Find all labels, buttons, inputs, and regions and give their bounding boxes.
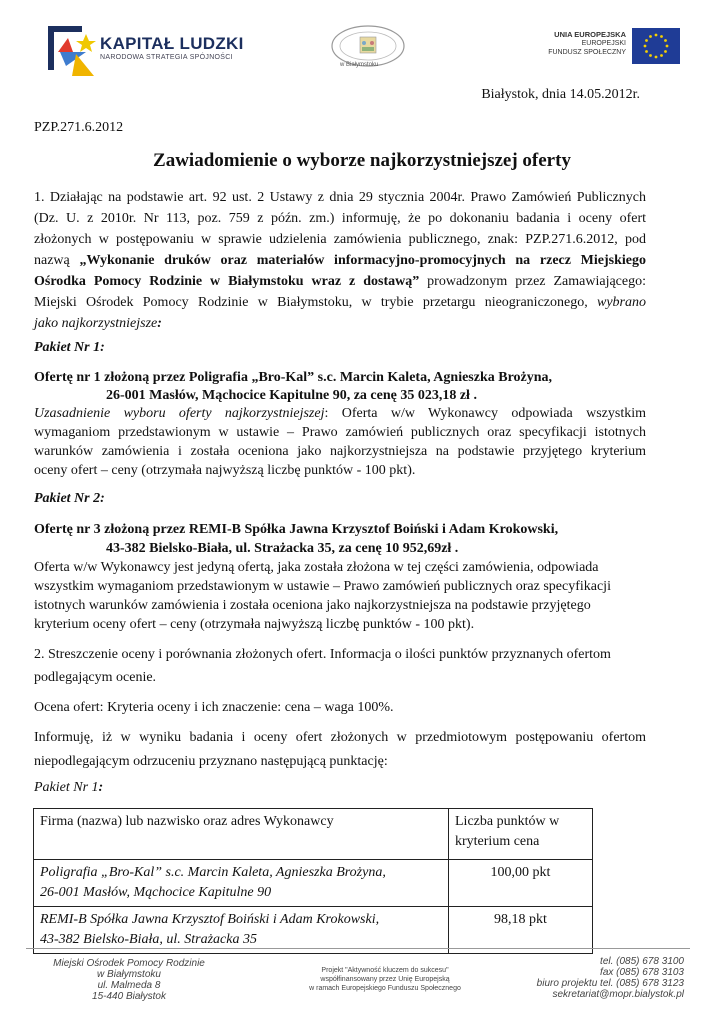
footer-address bbox=[46, 958, 212, 1002]
pakiet-2-justification bbox=[34, 558, 638, 634]
footer-address-line: w Białymstoku bbox=[97, 969, 161, 980]
mopr-city-label: w Białymstoku bbox=[340, 62, 379, 68]
kapital-ludzki-title: KAPITAŁ LUDZKI bbox=[100, 34, 244, 53]
intro-line-text: nazwą bbox=[34, 253, 80, 268]
ue-line2: EUROPEJSKI bbox=[581, 40, 626, 47]
footer-contact bbox=[500, 956, 684, 1000]
intro-italic-text: wybrano bbox=[597, 295, 646, 310]
footer-project-line: Projekt "Aktywność kluczem do sukcesu" bbox=[321, 967, 449, 974]
subject-title-part2: Ośrodka Pomocy Rodzinie w Białymstoku wraz z dostawą” bbox=[34, 274, 420, 289]
intro-line bbox=[34, 271, 646, 292]
intro-line bbox=[34, 292, 646, 313]
pakiet-2-label: Pakiet Nr 2: bbox=[34, 491, 105, 506]
intro-paragraph bbox=[34, 187, 646, 334]
footer-project-line: w ramach Europejskiego Funduszu Społecznego bbox=[309, 985, 461, 992]
firm-cell bbox=[34, 860, 449, 907]
section-2-summary bbox=[34, 643, 646, 689]
ue-line3: FUNDUSZ SPOŁECZNY bbox=[548, 49, 626, 56]
ue-text bbox=[520, 30, 626, 57]
intro-line-text: Miejski Ośrodek Pomocy Rodzinie w Białymstoku, w trybie przetargu nieograniczonego, bbox=[34, 295, 597, 310]
header-points-line2: kryterium cena bbox=[455, 834, 540, 849]
footer-project bbox=[290, 966, 480, 993]
footer-address-line: ul. Malmeda 8 bbox=[97, 980, 161, 991]
justification-line: oceny ofert – ceny (otrzymała najwyższą liczbę punktów - 100 pkt). bbox=[34, 463, 416, 478]
section-2-pakiet-label bbox=[34, 777, 646, 798]
table-row bbox=[34, 907, 593, 954]
kapital-ludzki-subtitle: NARODOWA STRATEGIA SPÓJNOŚCI bbox=[100, 54, 233, 61]
firm-line2: 43-382 Bielsko-Biała, ul. Strażacka 35 bbox=[40, 932, 257, 947]
reference-number: PZP.271.6.2012 bbox=[34, 120, 124, 135]
intro-line bbox=[34, 250, 646, 271]
footer-divider bbox=[26, 948, 690, 949]
firm-line1: REMI-B Spółka Jawna Krzysztof Boiński i Adam Krokowski, bbox=[40, 912, 380, 927]
footer-email[interactable]: sekretariat@mopr.bialystok.pl bbox=[552, 989, 684, 1000]
summary-line: 2. Streszczenie oceny i porównania złożonych ofert. Informacja o ilości punktów przyznanych ofertom bbox=[34, 647, 611, 662]
intro-line: 1. Działając na podstawie art. 92 ust. 2 Ustawy z dnia 29 stycznia 2004r. Prawo Zamówień Publicznych bbox=[34, 190, 646, 205]
document-date: Białystok, dnia 14.05.2012r. bbox=[481, 87, 640, 102]
justification-line: Oferta w/w Wykonawcy jest jedyną ofertą, jaka została złożona w tej części zamówienia, odpowiada bbox=[34, 560, 599, 575]
justification-line: warunków zamówienia i została oceniona jako najkorzystniejsza na podstawie przyjętego kryterium bbox=[34, 444, 646, 459]
inform-line: niepodlegającym odrzuceniu przyznano następującą punktację: bbox=[34, 754, 388, 769]
subject-title-part1: „Wykonanie druków oraz materiałów informacyjno-promocyjnych na rzecz Miejskiego bbox=[79, 253, 646, 268]
table-header-row bbox=[34, 809, 593, 860]
firm-line1: Poligrafia „Bro-Kal” s.c. Marcin Kaleta, Agnieszka Brożyna, bbox=[40, 865, 386, 880]
footer-phone: tel. (085) 678 3100 bbox=[600, 956, 684, 967]
footer-project-phone: biuro projektu tel. (085) 678 3123 bbox=[536, 978, 684, 989]
justification-label: Uzasadnienie wyboru oferty najkorzystniejszej bbox=[34, 406, 325, 421]
footer-project-line: współfinansowany przez Unię Europejską bbox=[320, 976, 450, 983]
firm-cell bbox=[34, 907, 449, 954]
footer-address-line: 15-440 Białystok bbox=[92, 991, 166, 1002]
summary-line: podlegającym ocenie. bbox=[34, 670, 157, 685]
header-firm: Firma (nazwa) lub nazwisko oraz adres Wykonawcy bbox=[40, 814, 334, 829]
intro-colon: : bbox=[157, 316, 162, 331]
ue-title: UNIA EUROPEJSKA bbox=[554, 30, 626, 39]
footer-address-line: Miejski Ośrodek Pomocy Rodzinie bbox=[53, 958, 205, 969]
footer-fax: fax (085) 678 3103 bbox=[600, 967, 684, 978]
justification-line: wymaganiom przedstawionym w ustawie – Prawo zamówień publicznych oraz specyfikacji istotnych bbox=[34, 425, 646, 440]
pakiet-1-label: Pakiet Nr 1: bbox=[34, 340, 105, 355]
inform-paragraph bbox=[34, 726, 646, 774]
table-row bbox=[34, 860, 593, 907]
pakiet-1-justification bbox=[34, 404, 646, 480]
header-points-cell bbox=[449, 809, 593, 860]
eu-flag-icon bbox=[632, 28, 680, 64]
scores-table bbox=[33, 808, 593, 954]
pakiet-1-offer-line2: 26-001 Masłów, Mąchocice Kapitulne 90, za cenę 35 023,18 zł . bbox=[106, 388, 477, 403]
kapital-ludzki-emblem-icon bbox=[42, 18, 100, 78]
pakiet-2-offer-line2: 43-382 Bielsko-Biała, ul. Strażacka 35, za cenę 10 952,69zł . bbox=[106, 541, 459, 556]
intro-italic-text: jako najkorzystniejsze bbox=[34, 316, 158, 331]
firm-line2: 26-001 Masłów, Mąchocice Kapitulne 90 bbox=[40, 885, 272, 900]
points-cell: 100,00 pkt bbox=[449, 860, 593, 907]
intro-line: złożonych w postępowaniu w sprawie udzielenia zamówienia publicznego, znak: PZP.271.6.2012, pod bbox=[34, 232, 646, 247]
justification-line: wszystkim wymaganiom przedstawionym w ustawie – Prawo zamówień publicznych oraz specyfikacji bbox=[34, 579, 611, 594]
points-cell: 98,18 pkt bbox=[449, 907, 593, 954]
pakiet-label-colon: : bbox=[98, 780, 104, 795]
pakiet-2-offer-line1: Ofertę nr 3 złożoną przez REMI-B Spółka Jawna Krzysztof Boiński i Adam Krokowski, bbox=[34, 522, 559, 537]
document-title: Zawiadomienie o wyborze najkorzystniejszej oferty bbox=[153, 150, 571, 171]
intro-line bbox=[34, 313, 646, 334]
intro-line: (Dz. U. z 2010r. Nr 113, poz. 759 z późn. zm.) informuję, że po dokonaniu badania i oceny ofert bbox=[34, 211, 646, 226]
intro-line-text: prowadzonym przez Zamawiającego: bbox=[419, 274, 646, 289]
header-firm-cell bbox=[34, 809, 449, 860]
criteria-text: Ocena ofert: Kryteria oceny i ich znaczenie: cena – waga 100%. bbox=[34, 700, 394, 715]
justification-line bbox=[34, 404, 646, 423]
justification-text: : Oferta w/w Wykonawcy odpowiada wszystkim bbox=[324, 406, 646, 421]
justification-line: kryterium oceny ofert – ceny (otrzymała najwyższą liczbę punktów - 100 pkt). bbox=[34, 617, 475, 632]
pakiet-label-text: Pakiet Nr 1 bbox=[34, 780, 99, 795]
justification-line: istotnych warunków zamówienia i została oceniona jako najkorzystniejsza na podstawie przyjętego bbox=[34, 598, 591, 613]
pakiet-1-offer-line1: Ofertę nr 1 złożoną przez Poligrafia „Bro-Kal” s.c. Marcin Kaleta, Agnieszka Brożyna, bbox=[34, 370, 553, 385]
header-points-line1: Liczba punktów w bbox=[455, 814, 560, 829]
inform-line: Informuję, iż w wyniku badania i oceny ofert złożonych w przedmiotowym postępowaniu ofertom bbox=[34, 730, 646, 745]
